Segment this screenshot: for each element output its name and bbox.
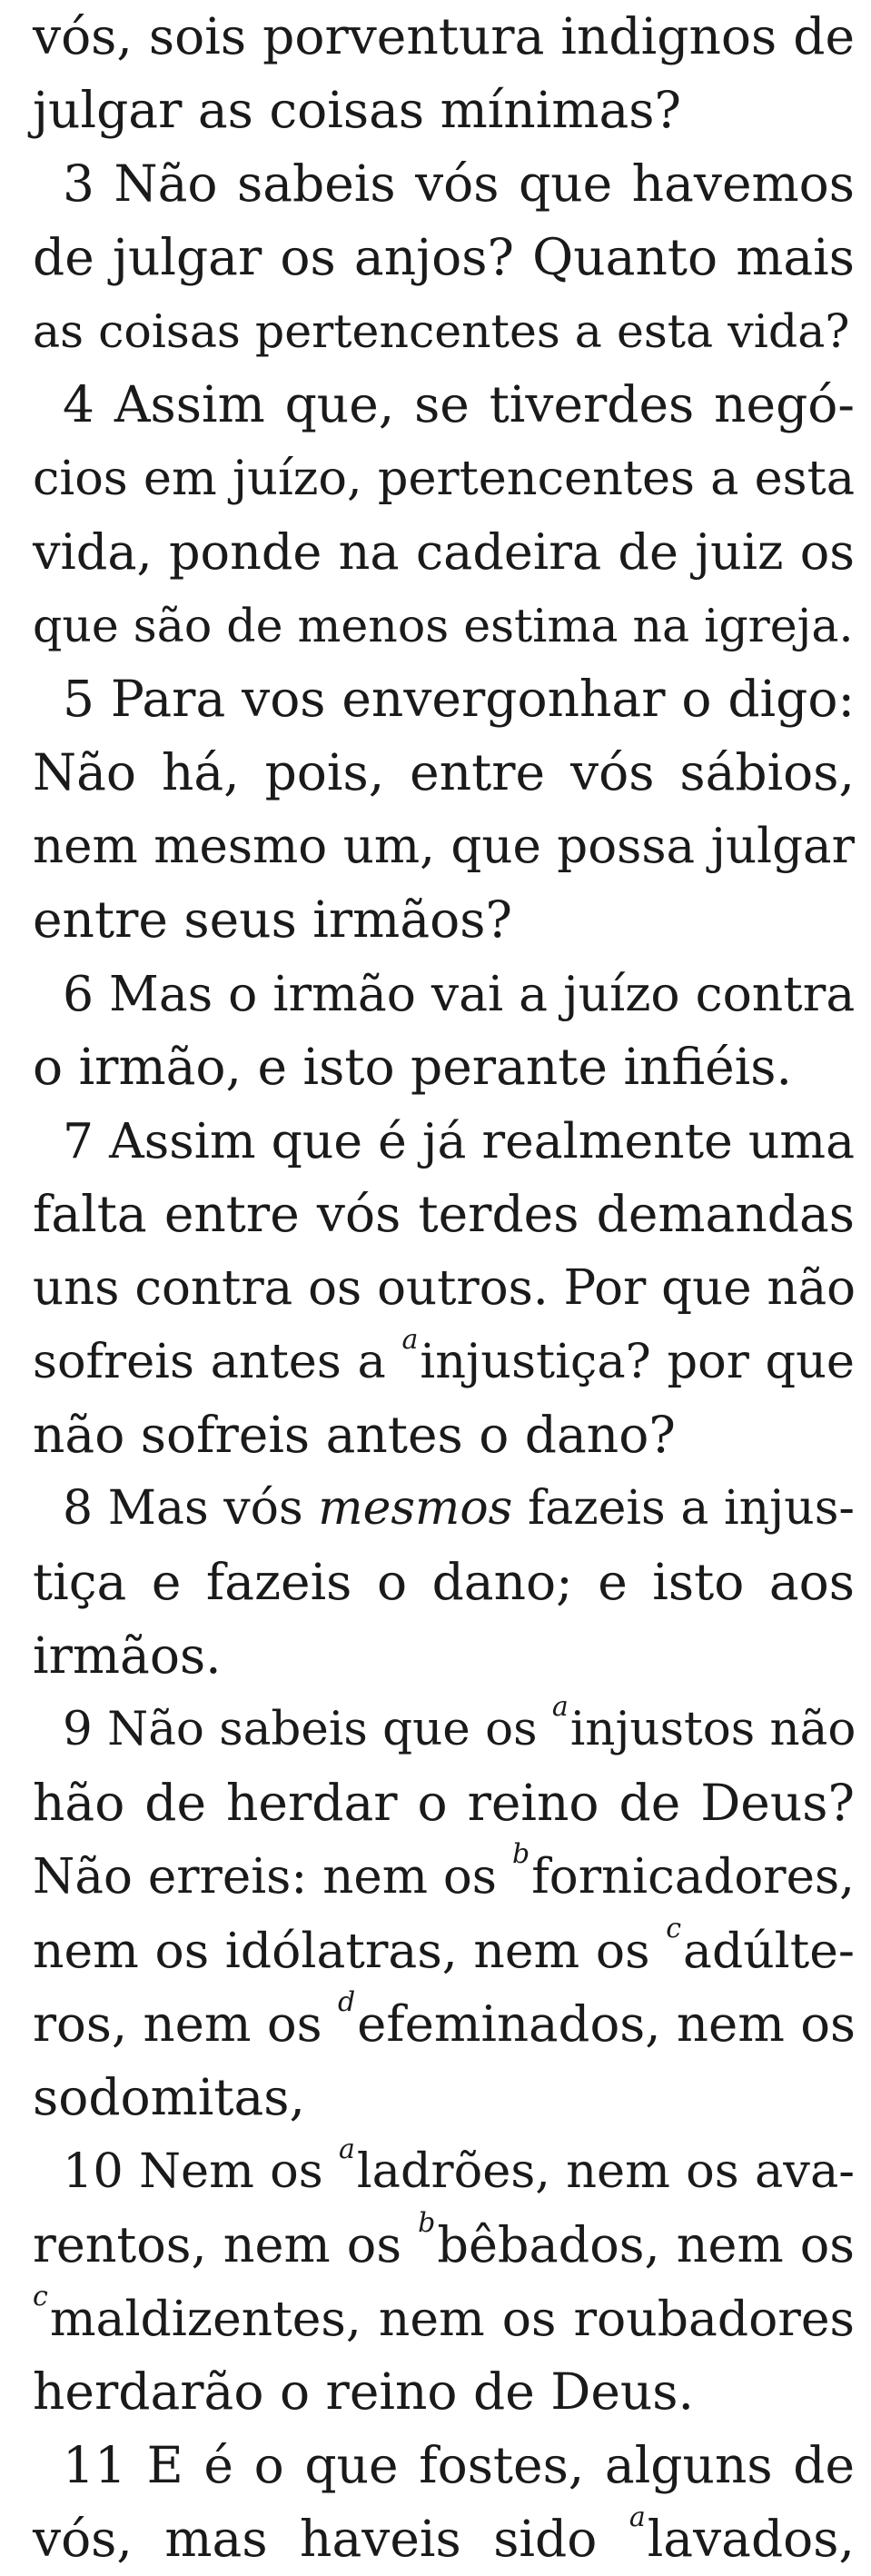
text-line [33, 1398, 855, 1472]
line-text: não sofreis antes o dano? [33, 1406, 676, 1464]
line-text: irmãos. [33, 1626, 222, 1685]
line-text: fornicadores, [531, 1849, 855, 1905]
line-text: Não erreis: nem os [33, 1849, 512, 1905]
line-text: efeminados, nem os [357, 1994, 856, 2053]
scripture-page [33, 0, 855, 2576]
line-text: de julgar os anjos? Quanto mais [33, 228, 855, 286]
italic-word: mesmos [318, 1481, 513, 1536]
line-text: 5 Para vos envergonhar o digo: [63, 670, 855, 728]
text-line [33, 589, 855, 662]
line-text: vida, ponde na cadeira de juiz os [33, 523, 855, 581]
text-line [33, 2061, 855, 2134]
line-text: ros, nem os [33, 1994, 338, 2053]
text-line [33, 147, 855, 221]
line-text: falta entre vós terdes demandas [33, 1185, 855, 1243]
text-line [33, 1987, 855, 2061]
line-text: entre seus irmãos? [33, 890, 512, 949]
line-text: rentos, nem os [33, 2216, 419, 2273]
line-text: nem mesmo um, que possa julgar [33, 819, 855, 874]
footnote-marker[interactable]: a [629, 2501, 646, 2533]
line-text: 4 Assim que, se tiverdes negó- [63, 375, 855, 433]
footnote-marker[interactable]: c [33, 2281, 48, 2313]
line-text: herdarão o reino de Deus. [33, 2362, 694, 2421]
line-text: bêbados, nem os [437, 2216, 856, 2273]
text-line [33, 883, 855, 957]
text-line [33, 1546, 855, 1619]
text-line [33, 2282, 855, 2355]
line-text: injustos não [569, 1702, 856, 1756]
text-line [33, 2134, 855, 2208]
text-line [33, 221, 855, 294]
text-line [33, 74, 855, 147]
line-text: sofreis antes a [33, 1334, 402, 1389]
text-line [33, 736, 855, 810]
footnote-marker[interactable]: b [511, 1838, 530, 1871]
line-text: nem os idólatras, nem os [33, 1922, 667, 1979]
footnote-marker[interactable]: a [338, 2133, 355, 2165]
text-line [33, 1251, 855, 1325]
text-line [33, 662, 855, 736]
text-line [33, 810, 855, 883]
text-line [33, 1840, 855, 1914]
line-text: uns contra os outros. Por que não [33, 1260, 856, 1316]
line-text: 11 E é o que fostes, alguns de [63, 2436, 855, 2494]
line-text: sodomitas, [33, 2068, 306, 2126]
text-line [33, 0, 855, 74]
line-text: ladrões, nem os ava- [356, 2143, 855, 2199]
line-text: 8 Mas vós [63, 1481, 319, 1536]
text-line [33, 294, 855, 368]
text-line [33, 2355, 855, 2429]
text-line [33, 1472, 855, 1546]
line-text: maldizentes, nem os roubadores [49, 2290, 855, 2347]
line-text: 9 Não sabeis que os [63, 1702, 552, 1756]
text-line [33, 1766, 855, 1840]
text-line [33, 2502, 855, 2576]
text-line [33, 957, 855, 1030]
footnote-marker[interactable]: b [418, 2207, 436, 2239]
line-text: que são de menos estima na igreja. [33, 599, 854, 652]
line-text: 10 Nem os [63, 2143, 339, 2199]
text-line [33, 2429, 855, 2502]
line-text: adúlte- [683, 1922, 855, 1979]
text-line [33, 2208, 855, 2282]
line-text: o irmão, e isto perante infiéis. [33, 1038, 792, 1096]
footnote-marker[interactable]: a [401, 1323, 419, 1356]
footnote-marker[interactable]: d [337, 1985, 356, 2018]
line-text: injustiça? por que [420, 1334, 855, 1389]
text-line [33, 1030, 855, 1104]
line-text: julgar as coisas mínimas? [33, 81, 681, 139]
line-text: hão de herdar o reino de Deus? [33, 1774, 855, 1832]
line-text: fazeis a injus- [512, 1481, 855, 1536]
line-text: Não há, pois, entre vós sábios, [33, 743, 855, 801]
line-text: 7 Assim que é já realmente uma [63, 1112, 855, 1169]
footnote-marker[interactable]: a [551, 1690, 569, 1723]
line-text: vós, sois porventura indignos de [33, 7, 855, 65]
text-line [33, 515, 855, 589]
text-line [33, 368, 855, 442]
line-text: as coisas pertencentes a esta vida? [33, 304, 850, 358]
text-line [33, 442, 855, 515]
line-text: 3 Não sabeis vós que havemos [63, 154, 855, 213]
text-line [33, 1178, 855, 1251]
text-line [33, 1325, 855, 1398]
line-text: vós, mas haveis sido [33, 2510, 629, 2568]
footnote-marker[interactable]: c [666, 1913, 682, 1945]
line-text: cios em juízo, pertencentes a esta [33, 451, 855, 506]
text-line [33, 1619, 855, 1693]
text-line [33, 1690, 856, 1766]
line-text: lavados, [647, 2510, 855, 2568]
line-text: 6 Mas o irmão vai a juízo contra [63, 965, 856, 1022]
text-line [33, 1914, 855, 1987]
line-text: tiça e fazeis o dano; e isto aos [33, 1553, 855, 1611]
text-line [33, 1104, 855, 1178]
